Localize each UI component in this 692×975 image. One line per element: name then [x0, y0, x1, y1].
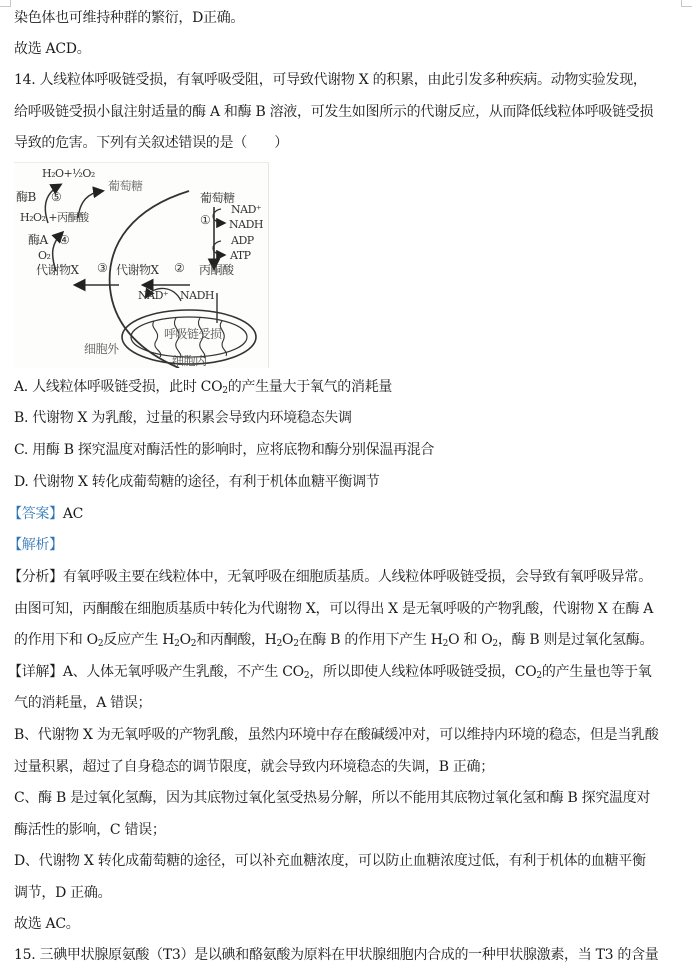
fenxi-l3-f: 在酶 B 的作用下产生 H [298, 632, 443, 648]
xiangjie-c-line1: C、酶 B 是过氧化氢酶，因为其底物过氧化氢受热易分解，所以不能用其底物过氧化氢和酶 B 探究温度对 [14, 790, 651, 806]
question-stem-text1: 人线粒体呼吸链受损，有氧呼吸受阻，可导致代谢物 X 的积累，由此引发多种疾病。动物实验发现， [39, 72, 647, 88]
fenxi-l3-b: 反应产生 H [103, 632, 175, 648]
label-enzyme-a: 酶A [28, 233, 48, 247]
fenxi-line3 [14, 630, 686, 650]
sub-2: 2 [536, 671, 542, 681]
label-step-5: ⑤ [51, 190, 62, 204]
option-b [14, 408, 686, 428]
option-d-letter: D. [14, 474, 29, 490]
sub-2: 2 [293, 639, 299, 649]
label-glucose-inside: 葡萄糖 [200, 191, 235, 205]
fenxi-l3-h: ，酶 B 则是过氧化氢酶。 [497, 632, 654, 648]
label-atp: ATP [230, 249, 251, 262]
option-a-sub: 2 [222, 386, 228, 396]
sub-2: 2 [303, 671, 310, 681]
fenxi-tag: 【分析】 [8, 569, 63, 585]
label-nadh-top: NADH [229, 218, 263, 231]
fenxi-l3-a: 的作用下和 O [14, 632, 98, 648]
xiangjie-b-line1: B、代谢物 X 为无氧呼吸的产物乳酸，虽然内环境中存在酸碱缓冲对，可以维持内环境的稳态，但是当乳酸 [14, 727, 659, 743]
sub-2: 2 [97, 639, 104, 649]
option-b-text: 代谢物 X 为乳酸，过量的积累会导致内环境稳态失调 [32, 410, 352, 426]
label-step-3: ③ [97, 261, 108, 275]
sub-2: 2 [276, 639, 283, 649]
fenxi-l3-d: 和丙酮酸，H [196, 632, 277, 648]
fenxi-l3-c: O [179, 632, 191, 648]
fenxi-text1: 有氧呼吸主要在线粒体中，无氧呼吸在细胞质基质。人线粒体呼吸链受损，会导致有氧呼吸异常。 [62, 569, 652, 585]
answer-line [8, 504, 686, 524]
fenxi-line2: 由图可知，丙酮酸在细胞质基质中转化为代谢物 X，可以得出 X 是无氧呼吸的产物乳酸，代谢物 X 在酶 A [14, 601, 654, 617]
option-a [14, 377, 686, 397]
label-h2o-half-o2: H₂O+½O₂ [42, 167, 95, 180]
next-question-line1: 15. 三碘甲状腺原氨酸（T3）是以碘和酪氨酸为原料在甲状腺细胞内合成的一种甲状腺激素，当 T3 的含量 [14, 947, 659, 963]
xj-a-l1-c: 的产生量也等于氧 [541, 664, 652, 680]
question-stem-line2: 给呼吸链受损小鼠注射适量的酶 A 和酶 B 溶液，可发生如图所示的代谢反应，从而降低线粒体呼吸链受损 [14, 104, 654, 120]
xiangjie-line1 [8, 662, 686, 682]
question-stem-line1 [14, 70, 686, 90]
xiangjie-d-line1: D、代谢物 X 转化成葡萄糖的途径，可以补充血糖浓度，可以防止血糖浓度过低，有利于机体的血糖平衡 [14, 853, 646, 869]
xiangjie-c-line2: 酶活性的影响，C 错误； [14, 822, 166, 838]
xiangjie-d-line2: 调节，D 正确。 [14, 885, 112, 901]
option-a-text-post: 的产生量大于氧气的消耗量 [227, 379, 393, 395]
label-o2: O₂ [38, 249, 51, 262]
conclusion: 故选 AC。 [14, 916, 80, 932]
label-nadh-bottom: NADH [180, 289, 214, 302]
sub-2: 2 [492, 639, 498, 649]
fenxi-l3-g: O 和 O [448, 632, 493, 648]
analysis-heading [8, 535, 686, 555]
label-step-1: ① [200, 213, 211, 227]
option-c-text: 用酶 B 探究温度对酶活性的影响时，应将底物和酶分别保温再混合 [32, 442, 435, 458]
xiangjie-b-line2: 过量积累，超过了自身稳态的调节限度，就会导致内环境稳态的失调，B 正确； [14, 759, 494, 775]
label-step-2: ② [174, 261, 185, 275]
sub-2: 2 [190, 639, 197, 649]
answer-value: AC [62, 506, 84, 522]
option-c-letter: C. [14, 442, 29, 458]
sub-2: 2 [442, 639, 449, 649]
label-nad-plus-top: NAD⁺ [231, 203, 262, 216]
prev-question-tail-line1: 染色体也可维持种群的繁衍，D正确。 [14, 10, 245, 26]
fenxi-line1 [8, 567, 686, 587]
label-step-4: ④ [59, 233, 70, 247]
label-metabolite-x-inside: 代谢物X [116, 263, 159, 277]
label-enzyme-b: 酶B [16, 190, 36, 204]
metabolic-pathway-diagram [14, 162, 269, 368]
answer-tag: 【答案】 [8, 506, 63, 522]
xiangjie-a-line2: 气的消耗量，A 错误； [14, 695, 152, 711]
xiangjie-tag: 【详解】 [8, 664, 63, 680]
option-c [14, 440, 686, 460]
sub-2: 2 [174, 639, 180, 649]
question-number: 14. [14, 72, 36, 88]
fenxi-l3-e: O [282, 632, 294, 648]
label-extracellular: 细胞外 [84, 342, 119, 356]
xj-a-l1-b: ，所以即使人线粒体呼吸链受损，CO [309, 664, 537, 680]
label-adp: ADP [231, 234, 254, 247]
label-respiratory-chain-damaged: 呼吸链受损 [164, 327, 222, 341]
label-nad-plus-bottom: NAD⁺ [138, 289, 169, 302]
option-b-letter: B. [14, 410, 29, 426]
question-stem-line3: 导致的危害。下列有关叙述错误的是（ ） [14, 135, 288, 151]
label-glucose-outside: 葡萄糖 [108, 179, 143, 193]
analysis-tag: 【解析】 [8, 537, 63, 553]
label-h2o2-pyruvate: H₂O₂ +丙酮酸 [20, 211, 89, 224]
page-crop-mark-left [0, 0, 11, 7]
option-a-letter: A. [14, 379, 28, 395]
label-pyruvate: 丙酮酸 [199, 263, 234, 277]
option-a-text-pre: 人线粒体呼吸链受损，此时 CO [32, 379, 223, 395]
option-d-text: 代谢物 X 转化成葡萄糖的途径，有利于机体血糖平衡调节 [32, 474, 380, 490]
xj-a-l1-a: A、人体无氧呼吸产生乳酸，不产生 CO [62, 664, 304, 680]
label-intracellular: 细胞内 [172, 354, 207, 368]
option-d [14, 472, 686, 492]
label-metabolite-x-outside: 代谢物X [36, 263, 79, 277]
page-crop-mark-right [681, 0, 692, 7]
prev-question-conclusion: 故选 ACD。 [14, 41, 91, 57]
